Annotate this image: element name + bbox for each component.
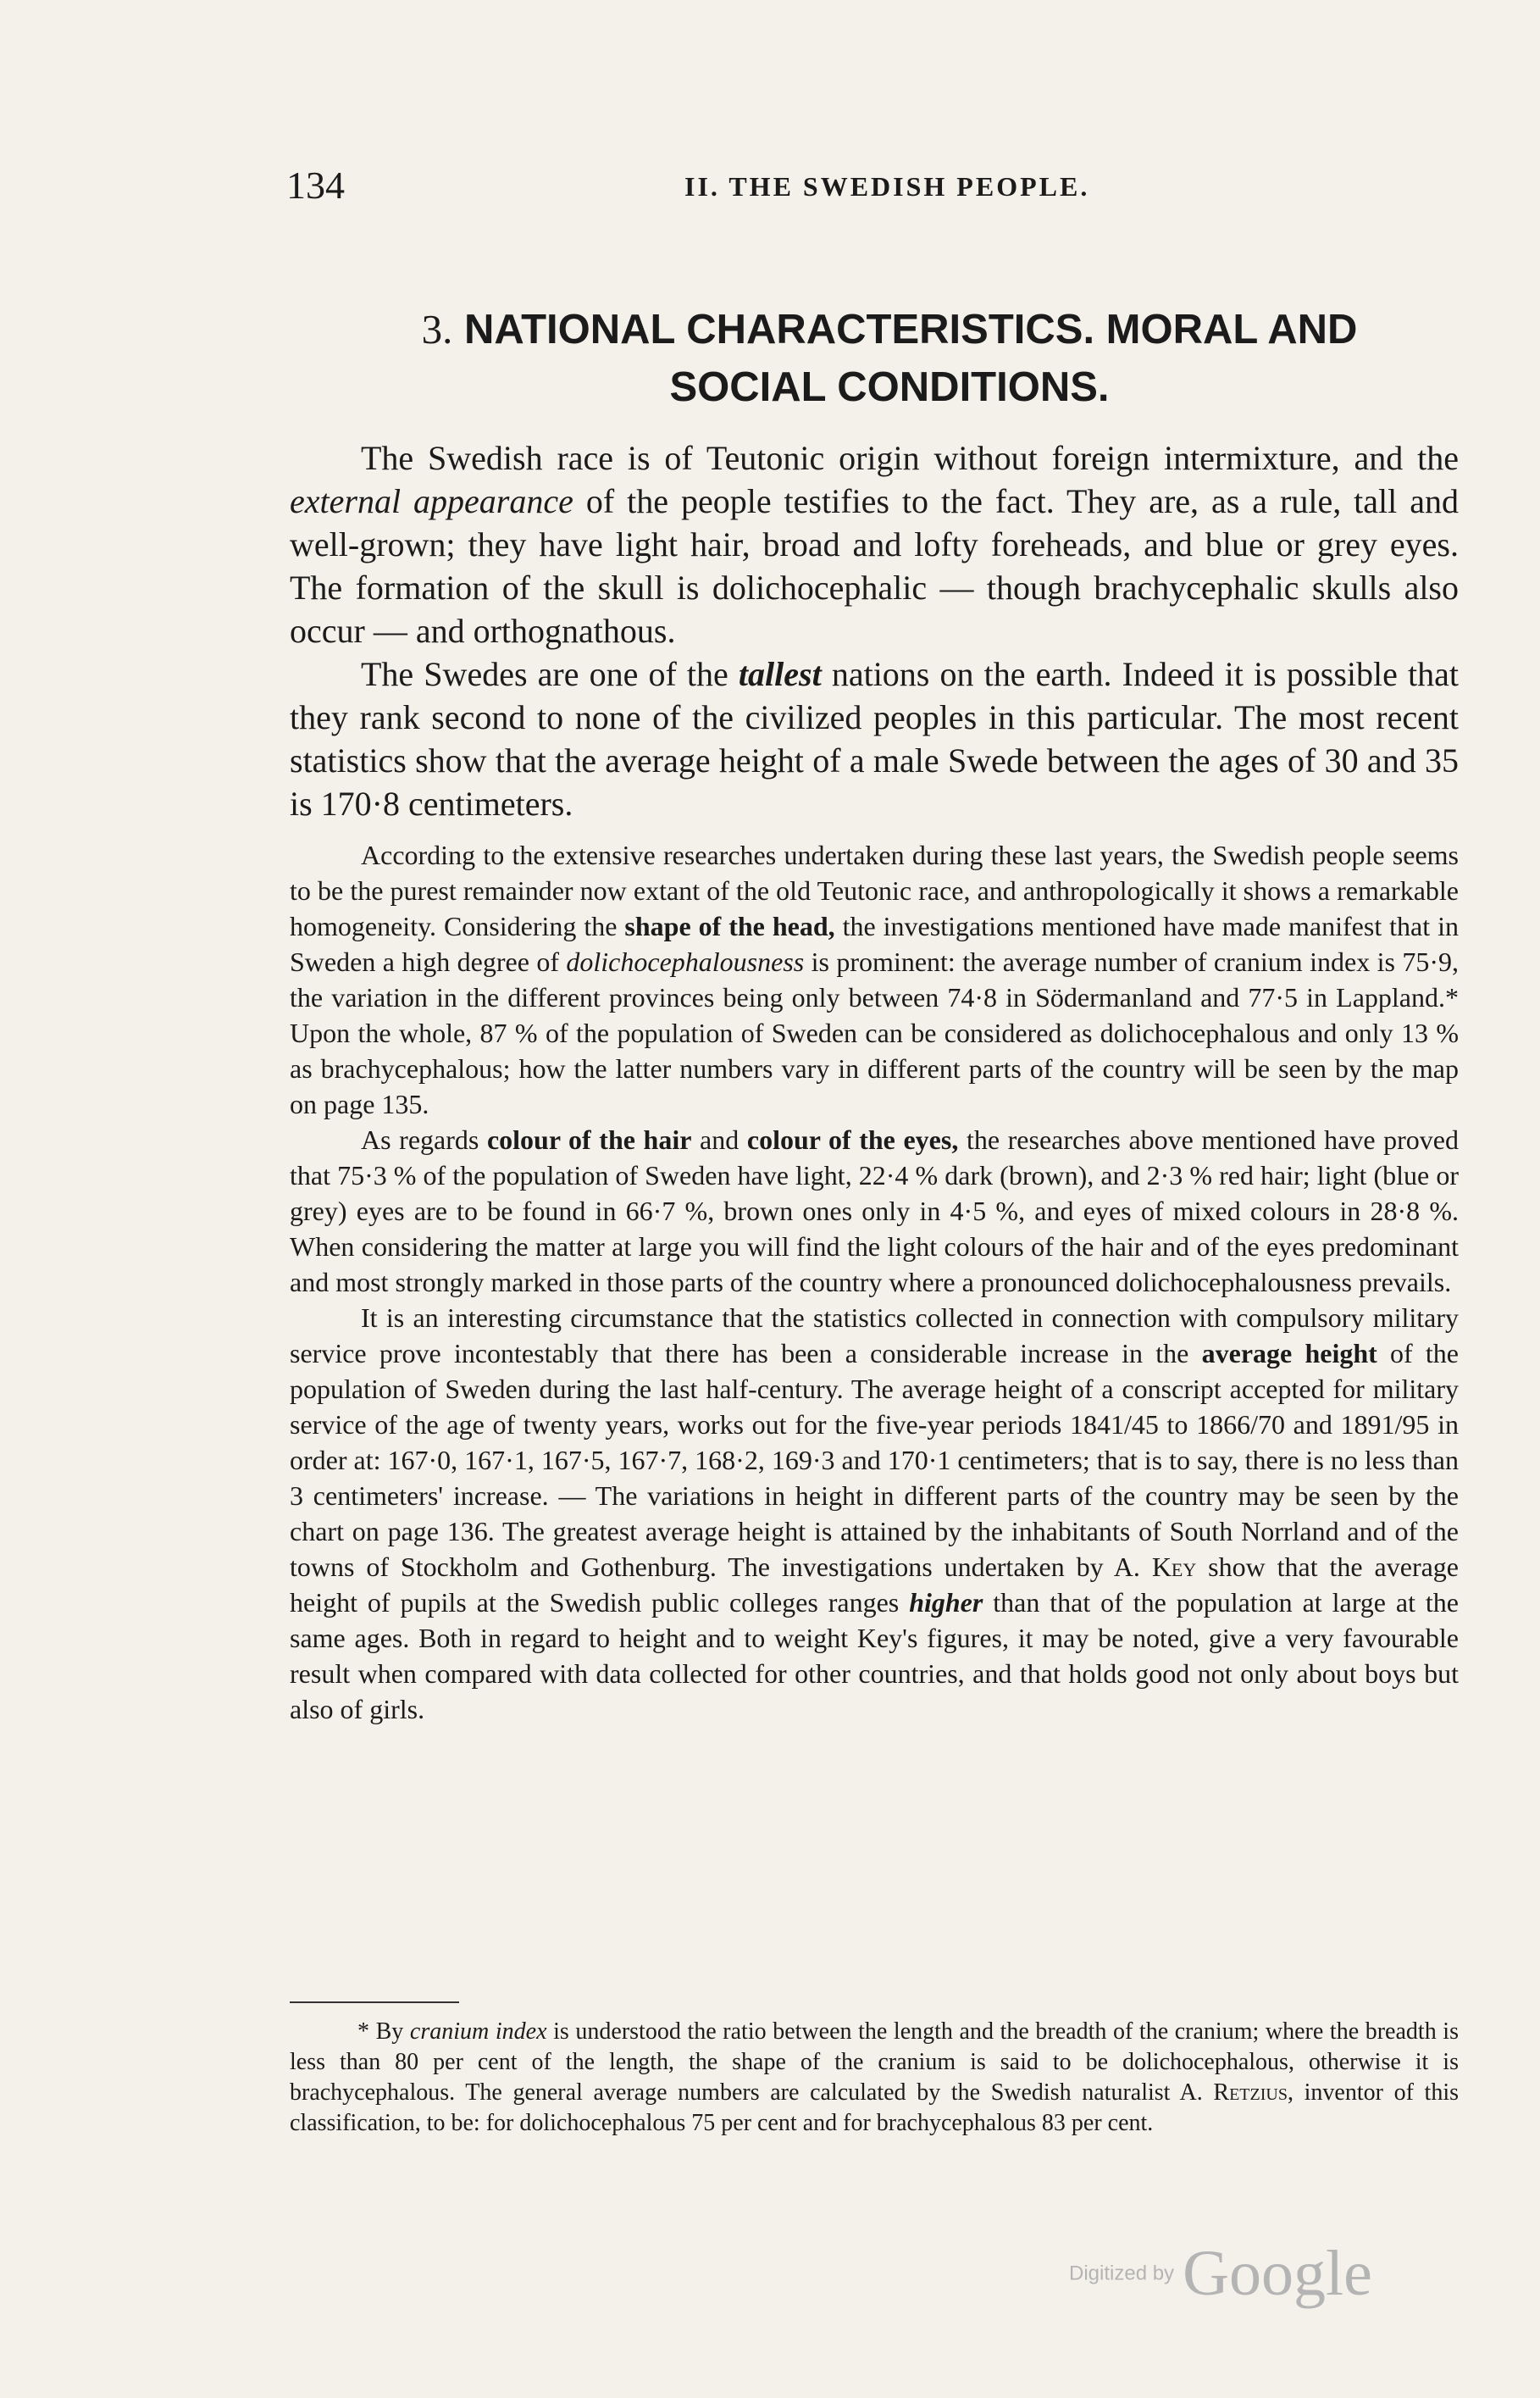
footnote-rule: [290, 2001, 459, 2003]
text-run: * By: [357, 2018, 410, 2045]
paragraph-5: [290, 1300, 1459, 1727]
text-run: is understood the ratio between the length and the breadth of the cranium; where the breadth is less than 80 per cent of the length, the shape of the cranium is said to be dolichocephalous, otherwise it is brachycephalous. The general average numbers are calculated by the Swedish naturalist A.: [290, 2018, 1459, 2106]
text-run: The Swedish race is of Teutonic origin without foreign intermixture, and the: [361, 439, 1459, 477]
italic-run: dolichocephalousness: [566, 946, 805, 977]
bold-run: colour of the hair: [486, 1124, 692, 1155]
text-run: show that the average height of pupils at the Swedish public colleges ranges: [290, 1551, 1460, 1618]
bold-run: shape of the head,: [624, 911, 835, 941]
section-title-text-1: NATIONAL CHARACTERISTICS. MORAL AND: [463, 307, 1358, 352]
paragraph-4: [290, 1122, 1459, 1300]
text-run: According to the extensive researches undertaken during these last years, the Swedish people seems to be the purest remainder now extant of the old Teutonic race, and anthropologically it shows a remarkable homogeneity. Considering the: [290, 840, 1459, 941]
large-print-block: [290, 436, 1459, 825]
small-caps-run: Retzius: [1213, 2079, 1288, 2106]
section-title-line-1: [356, 301, 1423, 358]
italic-run: external appearance: [290, 482, 573, 520]
footnote-paragraph: [290, 2017, 1459, 2139]
text-run: , inventor of this classification, to be: for dolichocephalous 75 per cent and for brachycephalous 83 per cent.: [290, 2079, 1459, 2136]
bold-run: colour of the eyes,: [746, 1124, 959, 1155]
running-title: II. THE SWEDISH PEOPLE.: [684, 171, 1090, 202]
running-head: [286, 163, 1472, 205]
text-run: The Swedes are one of the: [361, 655, 739, 693]
paragraph-3: [290, 837, 1459, 1122]
text-run: As regards: [361, 1124, 487, 1155]
text-run: is prominent: the average number of cranium index is 75·9, the variation in the different provinces being only between 74·8 in Södermanland and 77·5 in Lappland.* Upon the whole, 87 % of the population of Sweden can be considered as dolichocephalous and only 13 % as brachycephalous; how the latter numbers vary in different parts of the country will be seen by the map on page 135.: [290, 946, 1460, 1119]
text-run: and: [691, 1124, 747, 1155]
text-run: It is an interesting circumstance that the statistics collected in connection with compulsory military service prove incontestably that there has been a considerable increase in the: [290, 1302, 1459, 1368]
paragraph-1: [290, 436, 1459, 652]
text-run: nations on the earth. Indeed it is possible that they rank second to none of the civilized peoples in this particular. The most recent statistics show that the average height of a male Swede between the ages of 30 and 35 is 170·8 centimeters.: [290, 655, 1460, 823]
text-run: of the people testifies to the fact. They are, as a rule, tall and well-grown; they have light hair, broad and lofty foreheads, and blue or grey eyes. The formation of the skull is dolichocephalic — though brachycephalic skulls also occur — and orthognathous.: [290, 482, 1459, 650]
small-print-block: [290, 837, 1459, 1727]
small-caps-run: Key: [1151, 1551, 1197, 1582]
section-title: [356, 301, 1423, 416]
italic-run: cranium index: [409, 2018, 547, 2045]
footnote: [290, 2017, 1459, 2139]
bold-italic-run: tallest: [738, 655, 822, 693]
text-run: the investigations mentioned have made manifest that in Sweden a high degree of: [290, 911, 1460, 977]
bold-run: average height: [1201, 1338, 1377, 1368]
page-number: 134: [286, 164, 345, 207]
digitized-watermark: [1069, 2237, 1408, 2313]
paragraph-2: [290, 652, 1459, 825]
text-run: than that of the population at large at the same ages. Both in regard to height and to weight Key's figures, it may be noted, give a very favourable result when compared with data collected for other countries, and that holds good not only about boys but also of girls.: [290, 1587, 1460, 1724]
google-logo: Google: [1183, 2238, 1372, 2309]
section-title-line-2: SOCIAL CONDITIONS.: [669, 364, 1110, 410]
text-run: of the population of Sweden during the last half-century. The average height of a conscript accepted for military service of the age of twenty years, works out for the five-year periods 1841/45 to 1866/70 and 1891/95 in order at: 167·0, 167·1, 167·5, 167·7, 168·2, 169·3 and 170·1 centimeters; that is to say, there is no less than 3 centimeters' increase. — The variations in height in different parts of the country may be seen by the chart on page 136. The greatest average height is attained by the inhabitants of South Norrland and of the towns of Stockholm and Gothenburg. The investigations undertaken by A.: [290, 1338, 1460, 1582]
watermark-prefix: Digitized by: [1069, 2262, 1175, 2285]
section-number: 3.: [421, 306, 453, 352]
bold-italic-run: higher: [909, 1587, 983, 1618]
text-run: the researches above mentioned have proved that 75·3 % of the population of Sweden have light, 22·4 % dark (brown), and 2·3 % red hair; light (blue or grey) eyes are to be found in 66·7 %, brown ones only in 4·5 %, and eyes of mixed colours in 28·8 %. When considering the matter at large you will find the light colours of the hair and of the eyes predominant and most strongly marked in those parts of the country where a pronounced dolichocephalousness prevails.: [290, 1124, 1460, 1297]
body-text: [290, 436, 1459, 1727]
